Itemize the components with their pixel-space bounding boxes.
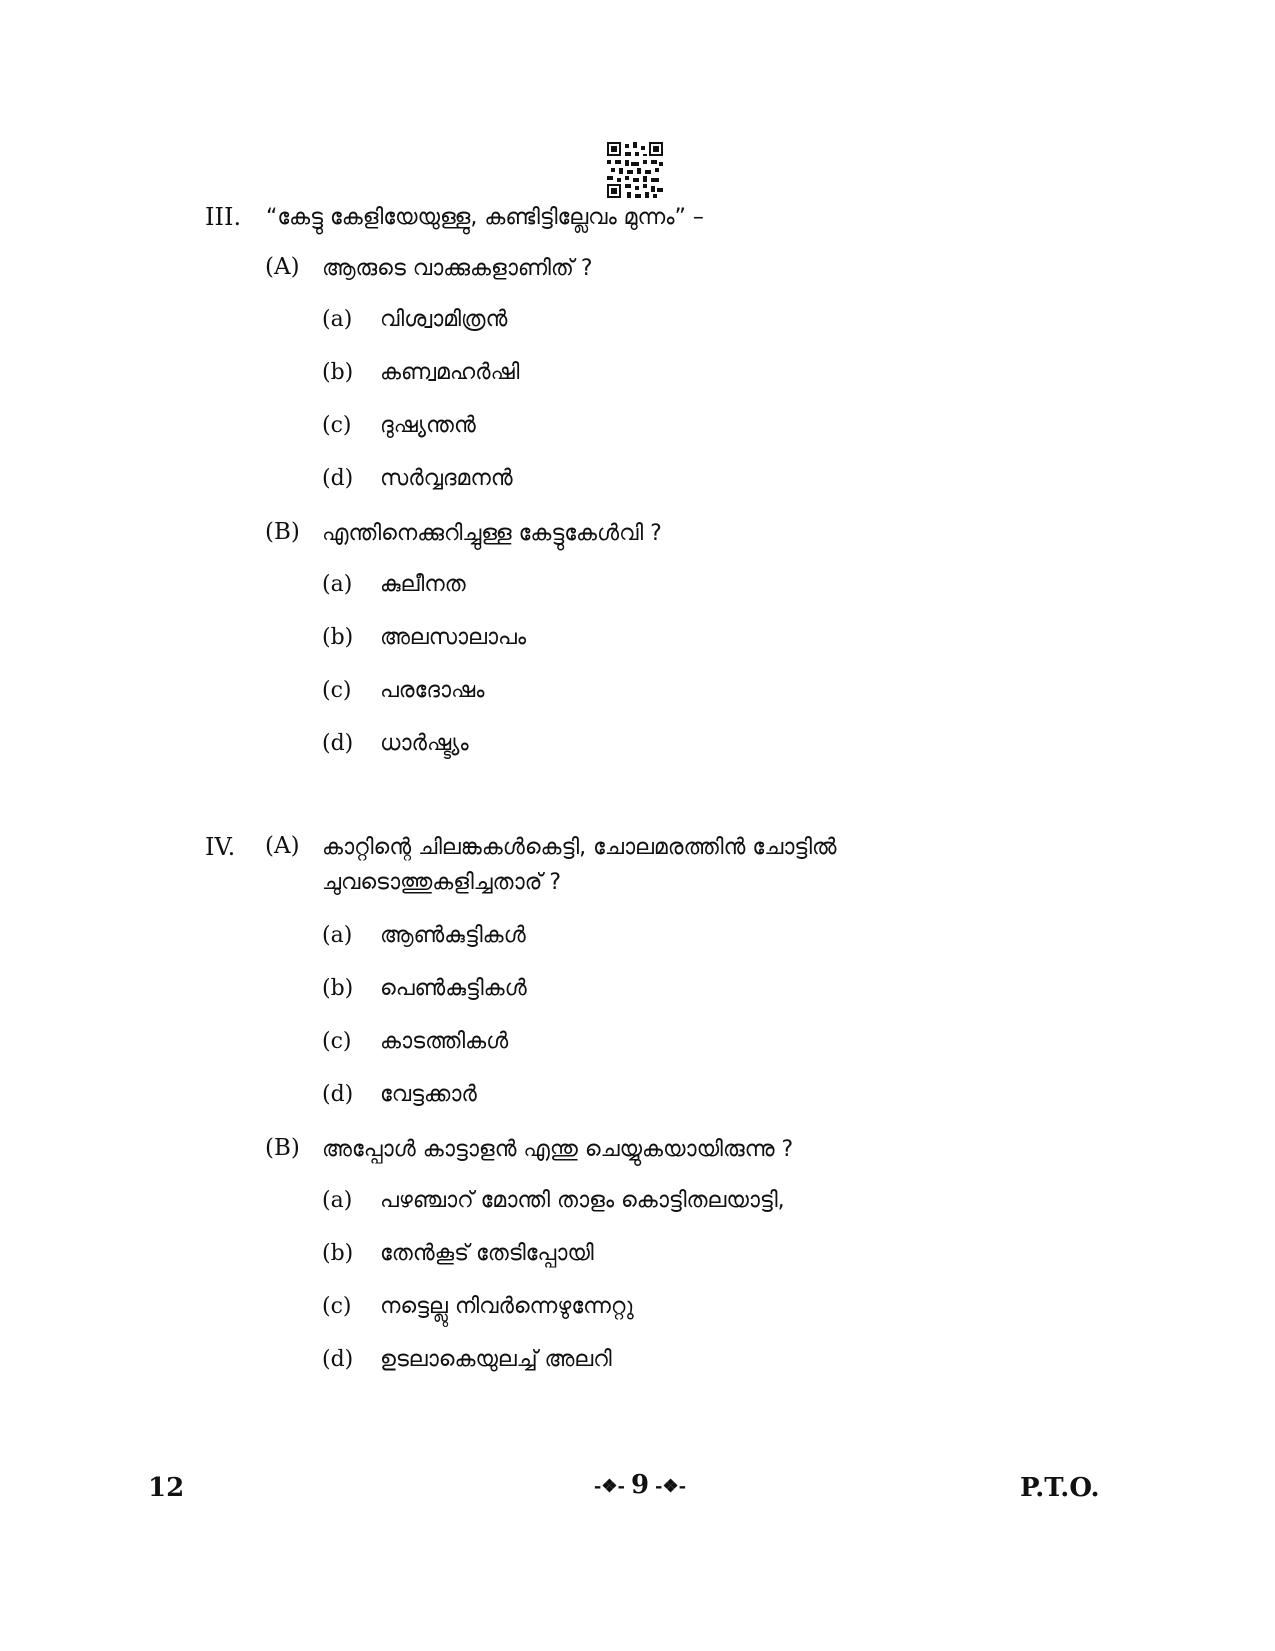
- option-text: സർവ്വദമനൻ: [380, 466, 513, 491]
- ornament-left-icon: -❖-: [593, 1475, 625, 1497]
- option-label: (c): [322, 1294, 352, 1319]
- option-label: (a): [322, 1188, 353, 1213]
- part-question: അപ്പോൾ കാട്ടാളൻ എന്തു ചെയ്യുകയായിരുന്നു ?: [322, 1137, 794, 1162]
- option-text: കണ്വമഹർഷി: [380, 360, 520, 385]
- page-number: 9: [630, 1470, 650, 1500]
- option-label: (b): [322, 360, 354, 385]
- part-question-line1: കാറ്റിന്റെ ചിലങ്കകൾകെട്ടി, ചോലമരത്തിൻ ചോട്ടിൽ: [322, 835, 837, 860]
- option-text: വേട്ടക്കാർ: [380, 1082, 477, 1107]
- option-text: ധാർഷ്ട്യം: [380, 731, 469, 756]
- option-label: (d): [322, 466, 354, 491]
- option-label: (d): [322, 731, 354, 756]
- option-text: പരദോഷം: [380, 678, 485, 703]
- option-text: ദുഷ്യന്തൻ: [380, 413, 476, 438]
- option-text: പെൺകുട്ടികൾ: [380, 976, 527, 1001]
- part-label: (A): [265, 254, 300, 280]
- option-text: കാടത്തികൾ: [380, 1029, 509, 1054]
- part-label: (B): [265, 519, 300, 545]
- pto-label: P.T.O.: [1020, 1473, 1100, 1503]
- part-label: (B): [265, 1135, 300, 1161]
- option-text: തേൻകൂട് തേടിപ്പോയി: [380, 1241, 594, 1266]
- question-number: IV.: [205, 833, 236, 861]
- option-text: അലസാലാപം: [380, 625, 527, 650]
- option-label: (d): [322, 1347, 354, 1372]
- option-text: പഴഞ്ചാറ് മോന്തി താളം കൊട്ടിതലയാട്ടി,: [380, 1188, 785, 1213]
- option-text: നട്ടെല്ലു നിവർന്നെഴുന്നേറ്റു: [380, 1294, 634, 1319]
- option-label: (b): [322, 625, 354, 650]
- option-label: (c): [322, 678, 352, 703]
- ornament-right-icon: -❖-: [655, 1475, 687, 1497]
- question-number: III.: [205, 203, 242, 231]
- qr-code-image: [607, 142, 663, 198]
- option-label: (a): [322, 307, 353, 332]
- option-label: (a): [322, 923, 353, 948]
- option-label: (d): [322, 1082, 354, 1107]
- option-text: ആൺകുട്ടികൾ: [380, 923, 526, 948]
- option-label: (c): [322, 1029, 352, 1054]
- qr-code: [607, 142, 663, 198]
- option-label: (c): [322, 413, 352, 438]
- option-label: (b): [322, 1241, 354, 1266]
- part-label: (A): [265, 833, 300, 859]
- option-text: ഉടലാകെയുലച്ച് അലറി: [380, 1347, 612, 1372]
- option-label: (b): [322, 976, 354, 1001]
- question-quote: “കേട്ടു കേളിയേയുള്ളു, കണ്ടിട്ടില്ലേവം മുന്നം” –: [266, 205, 704, 230]
- option-text: വിശ്വാമിത്രൻ: [380, 307, 508, 332]
- option-text: കുലീനത: [380, 572, 466, 597]
- page-number-block: [575, 1470, 705, 1500]
- part-question: ആരുടെ വാക്കുകളാണിത് ?: [322, 256, 593, 281]
- part-question: എന്തിനെക്കുറിച്ചുള്ള കേട്ടുകേൾവി ?: [322, 521, 662, 546]
- part-question-line2: ചുവടൊത്തുകളിച്ചതാര് ?: [322, 870, 562, 895]
- footer-code: 12: [148, 1473, 185, 1503]
- option-label: (a): [322, 572, 353, 597]
